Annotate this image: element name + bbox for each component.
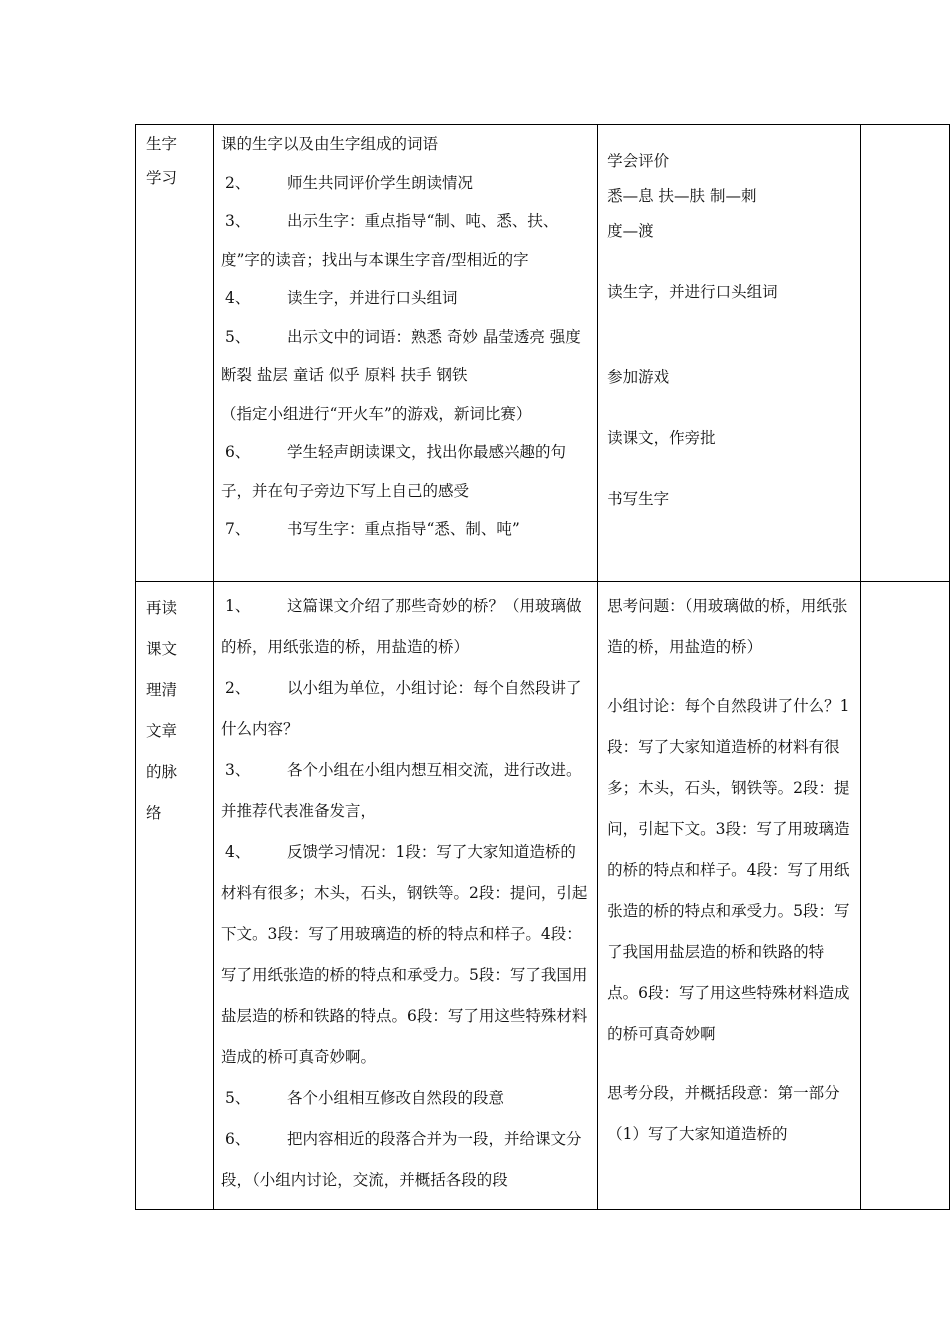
notes-cell — [861, 125, 950, 582]
list-item: 2、 师生共同评价学生朗读情况 — [224, 173, 473, 192]
section-heading-line: 的脉 — [146, 763, 178, 781]
section-heading-line: 文章 — [146, 722, 178, 740]
list-item: 3、 出示生字：重点指导“制、吨、悉、扶、度”字的读音；找出与本课生字音/型相近的字 — [220, 212, 559, 269]
section-heading-cell — [136, 125, 214, 582]
list-item: 2、 以小组为单位，小组讨论：每个自然段讲了什么内容？ — [220, 679, 582, 738]
list-item: 1、 这篇课文介绍了那些奇妙的桥？（用玻璃做的桥，用纸张造的桥，用盐造的桥） — [220, 597, 582, 656]
student-line: 参加游戏 — [607, 368, 670, 386]
list-item: 5、 各个小组相互修改自然段的段意 — [224, 1089, 504, 1107]
student-line: 度—渡 — [607, 222, 654, 240]
section-heading-line: 再读 — [146, 599, 178, 617]
student-activity-cell — [598, 125, 861, 582]
section-heading-line: 生字 — [146, 135, 178, 153]
list-item: 7、 书写生字：重点指导“悉、制、吨” — [224, 520, 520, 538]
list-item: 6、 学生轻声朗读课文，找出你最感兴趣的句子，并在句子旁边下写上自己的感受 — [220, 443, 566, 500]
student-line: 读生字，并进行口头组词 — [607, 283, 778, 301]
teacher-intro: 课的生字以及由生字组成的词语 — [220, 135, 438, 153]
list-item: 4、 读生字，并进行口头组词 — [224, 289, 458, 307]
list-item: 4、 反馈学习情况：1段：写了大家知道造桥的材料有很多；木头，石头，钢铁等。2段：提问，引起下文。3段：写了用玻璃造的桥的特点和样子。4段：写了用纸张造的桥的特点和承受力。5段：写了我国用盐层造的桥和铁路的特点。6段：写了用这些特殊材料造成的桥可真奇妙啊。 — [220, 843, 588, 1066]
teacher-activity-cell — [213, 582, 597, 1210]
student-activity-cell — [598, 582, 861, 1210]
student-line: 读课文，作旁批 — [607, 429, 716, 447]
section-heading-line: 络 — [146, 804, 162, 822]
list-item: （指定小组进行“开火车”的游戏，新词比赛） — [220, 404, 532, 423]
section-heading-line: 理清 — [146, 681, 178, 699]
section-heading-line: 学习 — [146, 169, 178, 187]
student-line: 思考分段，并概括段意：第一部分（1）写了大家知道造桥的 — [607, 1084, 840, 1143]
notes-cell — [861, 582, 950, 1210]
table-row — [136, 582, 950, 1210]
section-heading-line: 课文 — [146, 640, 178, 658]
student-line: 思考问题：（用玻璃做的桥，用纸张造的桥，用盐造的桥） — [607, 597, 848, 656]
list-item: 5、 出示文中的词语：熟悉 奇妙 晶莹透亮 强度 断裂 盐层 童话 似乎 原料 扶手 钢铁 — [220, 327, 581, 384]
list-item: 3、 各个小组在小组内想互相交流，进行改进。并推荐代表准备发言， — [220, 761, 582, 820]
student-line: 学会评价 — [607, 152, 670, 170]
lesson-plan-table — [135, 124, 950, 1210]
student-line: 悉—息 扶—肤 制—刺 — [607, 187, 757, 205]
table-row — [136, 125, 950, 582]
list-item: 6、 把内容相近的段落合并为一段，并给课文分段，（小组内讨论，交流，并概括各段的段 — [220, 1130, 582, 1189]
teacher-activity-cell — [213, 125, 597, 582]
section-heading-cell — [136, 582, 214, 1210]
student-line: 小组讨论：每个自然段讲了什么？1段：写了大家知道造桥的材料有很多；木头，石头，钢铁等。2段：提问，引起下文。3段：写了用玻璃造的桥的特点和样子。4段：写了用纸张造的桥的特点和承受力。5段：写了我国用盐层造的桥和铁路的特点。6段：写了用这些特殊材料造成的桥可真奇妙啊 — [607, 697, 850, 1043]
student-line: 书写生字 — [607, 490, 670, 508]
